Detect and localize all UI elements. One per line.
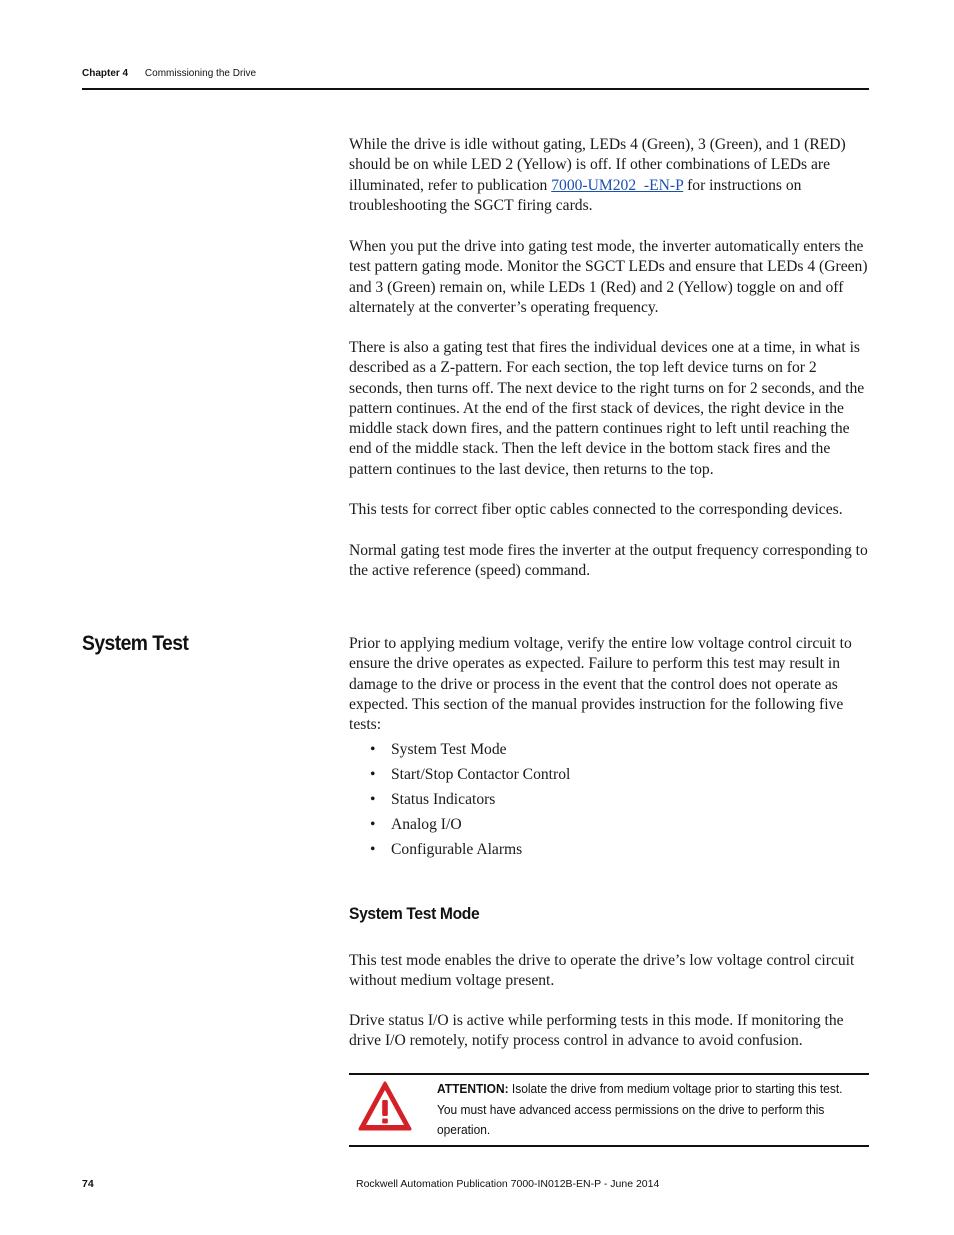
publication-footer: Rockwell Automation Publication 7000-IN012B-EN-P - June 2014	[356, 1178, 660, 1190]
intro-p3-text: There is also a gating test that fires the individual devices one at a time, in what is described as a Z-pattern. For each section, the top left device turns on for 2 seconds, then turns off. The next device to the right turns on for 2 seconds, and the pattern continues. At the end of the first stack of devices, the right device in the middle stack down fires, and the pattern continues right to left until reaching the end of the middle stack. Then the left device in the bottom stack fires and the pattern continues to the last device, then returns to the top.	[349, 339, 865, 478]
stm-p2-text: Drive status I/O is active while performing tests in this mode. If monitoring the drive I/O remotely, notify process control in advance to avoid confusion.	[349, 1012, 844, 1050]
page-number: 74	[82, 1178, 94, 1190]
chapter-title: Commissioning the Drive	[144, 68, 257, 79]
bullet-glyph: •	[370, 766, 376, 783]
intro-paragraph-1	[349, 135, 869, 216]
bullet-glyph: •	[370, 816, 376, 833]
bullet-glyph: •	[370, 741, 376, 758]
subsection-heading-system-test-mode: System Test Mode	[349, 904, 480, 923]
list-item	[370, 840, 570, 865]
test-list	[370, 740, 570, 865]
header-rule	[82, 88, 869, 90]
list-item	[370, 815, 570, 840]
intro-paragraph-4	[349, 500, 869, 520]
system-test-intro	[349, 634, 869, 735]
warning-triangle-icon	[357, 1080, 413, 1132]
chapter-label: Chapter 4	[82, 68, 129, 79]
list-item	[370, 790, 570, 815]
list-item-label: Status Indicators	[391, 791, 496, 808]
intro-p2-text: When you put the drive into gating test mode, the inverter automatically enters the test pattern gating mode. Monitor the SGCT LEDs and ensure that LEDs 4 (Green) and 3 (Green) remain on, while LEDs 1 (Red) and 2 (Yellow) toggle on and off alternately at the converter’s operating frequency.	[349, 238, 868, 316]
list-item	[370, 765, 570, 790]
intro-p1-text-end: for instructions on troubleshooting the SGCT firing cards.	[349, 176, 802, 214]
system-test-mode-paragraph-2	[349, 1011, 869, 1052]
running-header	[82, 68, 256, 79]
system-test-mode-paragraph-1	[349, 951, 869, 992]
stm-p1-text: This test mode enables the drive to operate the drive’s low voltage control circuit without medium voltage present.	[349, 952, 855, 990]
list-item-label: Configurable Alarms	[391, 841, 523, 858]
intro-p5-text: Normal gating test mode fires the inverter at the output frequency corresponding to the active reference (speed) command.	[349, 542, 868, 580]
attention-box	[349, 1073, 869, 1147]
attention-label: ATTENTION:	[437, 1081, 509, 1096]
publication-link[interactable]: 7000-UM202_-EN-P	[551, 176, 684, 194]
bullet-glyph: •	[370, 841, 376, 858]
list-item-label: Analog I/O	[391, 816, 462, 833]
list-item-label: System Test Mode	[391, 741, 507, 758]
attention-message: Isolate the drive from medium voltage prior to starting this test. You must have advanced access permissions on the drive to perform this operation.	[437, 1081, 843, 1137]
list-item	[370, 740, 570, 765]
bullet-glyph: •	[370, 791, 376, 808]
intro-p1-text: While the drive is idle without gating, LEDs 4 (Green), 3 (Green), and 1 (RED) should be on while LED 2 (Yellow) is off. If other combinations of LEDs are illuminated, refer to publication	[349, 136, 846, 194]
attention-text	[437, 1079, 856, 1141]
list-item-label: Start/Stop Contactor Control	[391, 766, 571, 783]
intro-paragraph-3	[349, 338, 869, 480]
intro-paragraph-5	[349, 541, 869, 582]
section-heading-system-test: System Test	[82, 632, 189, 655]
intro-p4-text: This tests for correct fiber optic cables connected to the corresponding devices.	[349, 501, 843, 518]
system-test-intro-text: Prior to applying medium voltage, verify the entire low voltage control circuit to ensure the drive operates as expected. Failure to perform this test may result in damage to the drive or process in the event that the control does not operate as expected. This section of the manual provides instruction for the following five tests:	[349, 635, 852, 734]
intro-paragraph-2	[349, 237, 869, 318]
